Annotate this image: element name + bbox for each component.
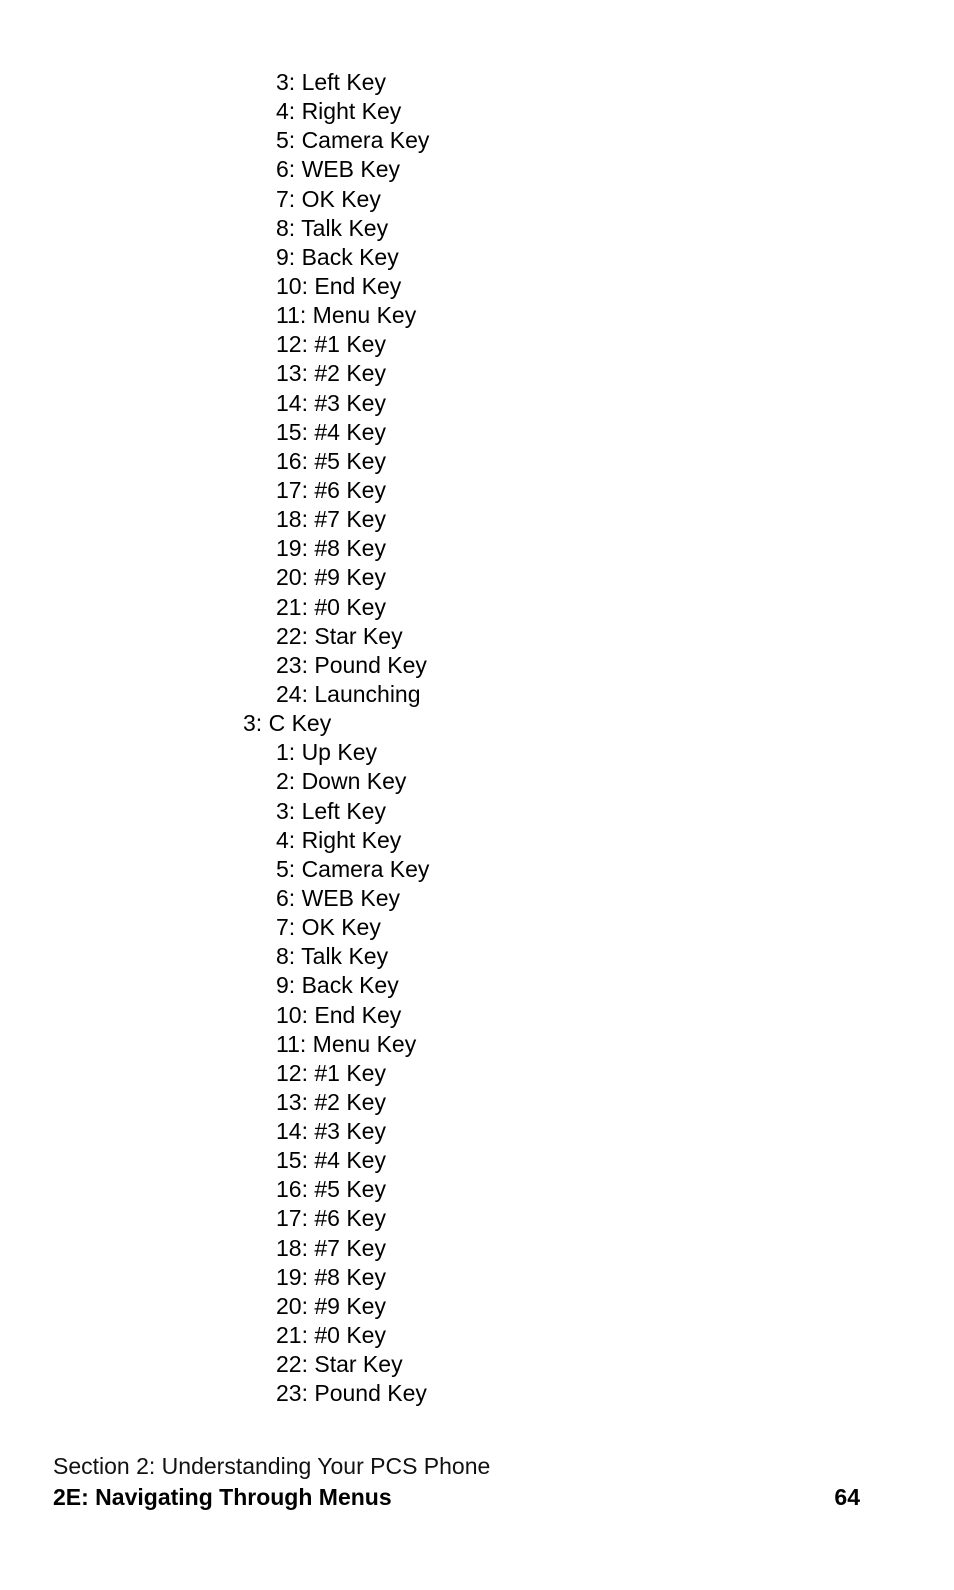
list-item: 5: Camera Key [276, 127, 430, 154]
list-item: 12: #1 Key [276, 1059, 386, 1086]
list-item: 22: Star Key [276, 1351, 403, 1378]
list-item: 6: WEB Key [276, 156, 400, 183]
list-item: 14: #3 Key [276, 1118, 386, 1145]
list-item: 19: #8 Key [276, 535, 386, 562]
list-item: 7: OK Key [276, 185, 381, 212]
list-item: 7: OK Key [276, 914, 381, 941]
list-item: 24: Launching [276, 680, 421, 707]
list-item: 1: Up Key [276, 739, 377, 766]
list-item: 10: End Key [276, 272, 402, 299]
list-item: 8: Talk Key [276, 214, 389, 241]
list-item: 13: #2 Key [276, 1088, 386, 1115]
list-item: 6: WEB Key [276, 884, 400, 911]
list-item: 21: #0 Key [276, 593, 386, 620]
list-item: 16: #5 Key [276, 447, 386, 474]
footer-section-title: Section 2: Understanding Your PCS Phone [53, 1453, 491, 1479]
list-item: 5: Camera Key [276, 855, 430, 882]
list-item: 3: Left Key [276, 69, 386, 95]
list-item: 4: Right Key [276, 98, 402, 125]
key-list-group-1 [0, 68, 954, 709]
list-item: 11: Menu Key [276, 1030, 417, 1057]
list-item: 4: Right Key [276, 826, 402, 853]
section-heading-c-key: 3: C Key [243, 710, 332, 737]
list-item: 23: Pound Key [276, 651, 427, 678]
list-item: 19: #8 Key [276, 1263, 386, 1290]
list-item: 17: #6 Key [276, 476, 386, 503]
list-item: 18: #7 Key [276, 1234, 386, 1261]
list-item: 8: Talk Key [276, 943, 389, 970]
list-item: 3: Left Key [276, 797, 386, 824]
key-list-group-2 [0, 738, 954, 1408]
list-item: 9: Back Key [276, 243, 399, 270]
list-item: 18: #7 Key [276, 506, 386, 533]
list-item: 23: Pound Key [276, 1380, 427, 1407]
list-item: 14: #3 Key [276, 389, 386, 416]
list-item: 13: #2 Key [276, 360, 386, 387]
list-item: 11: Menu Key [276, 302, 417, 329]
list-item: 15: #4 Key [276, 1147, 386, 1174]
list-item: 10: End Key [276, 1001, 402, 1028]
menu-outline [0, 68, 954, 1408]
footer-chapter-title: 2E: Navigating Through Menus [53, 1484, 392, 1510]
list-item: 12: #1 Key [276, 331, 386, 358]
list-item: 9: Back Key [276, 972, 399, 999]
list-item: 20: #9 Key [276, 1292, 386, 1319]
list-item: 17: #6 Key [276, 1205, 386, 1232]
list-item: 16: #5 Key [276, 1176, 386, 1203]
list-item: 21: #0 Key [276, 1322, 386, 1349]
list-item: 22: Star Key [276, 622, 403, 649]
list-item: 15: #4 Key [276, 418, 386, 445]
list-item: 2: Down Key [276, 768, 407, 795]
page-number: 64 [834, 1484, 860, 1510]
list-item: 20: #9 Key [276, 564, 386, 591]
